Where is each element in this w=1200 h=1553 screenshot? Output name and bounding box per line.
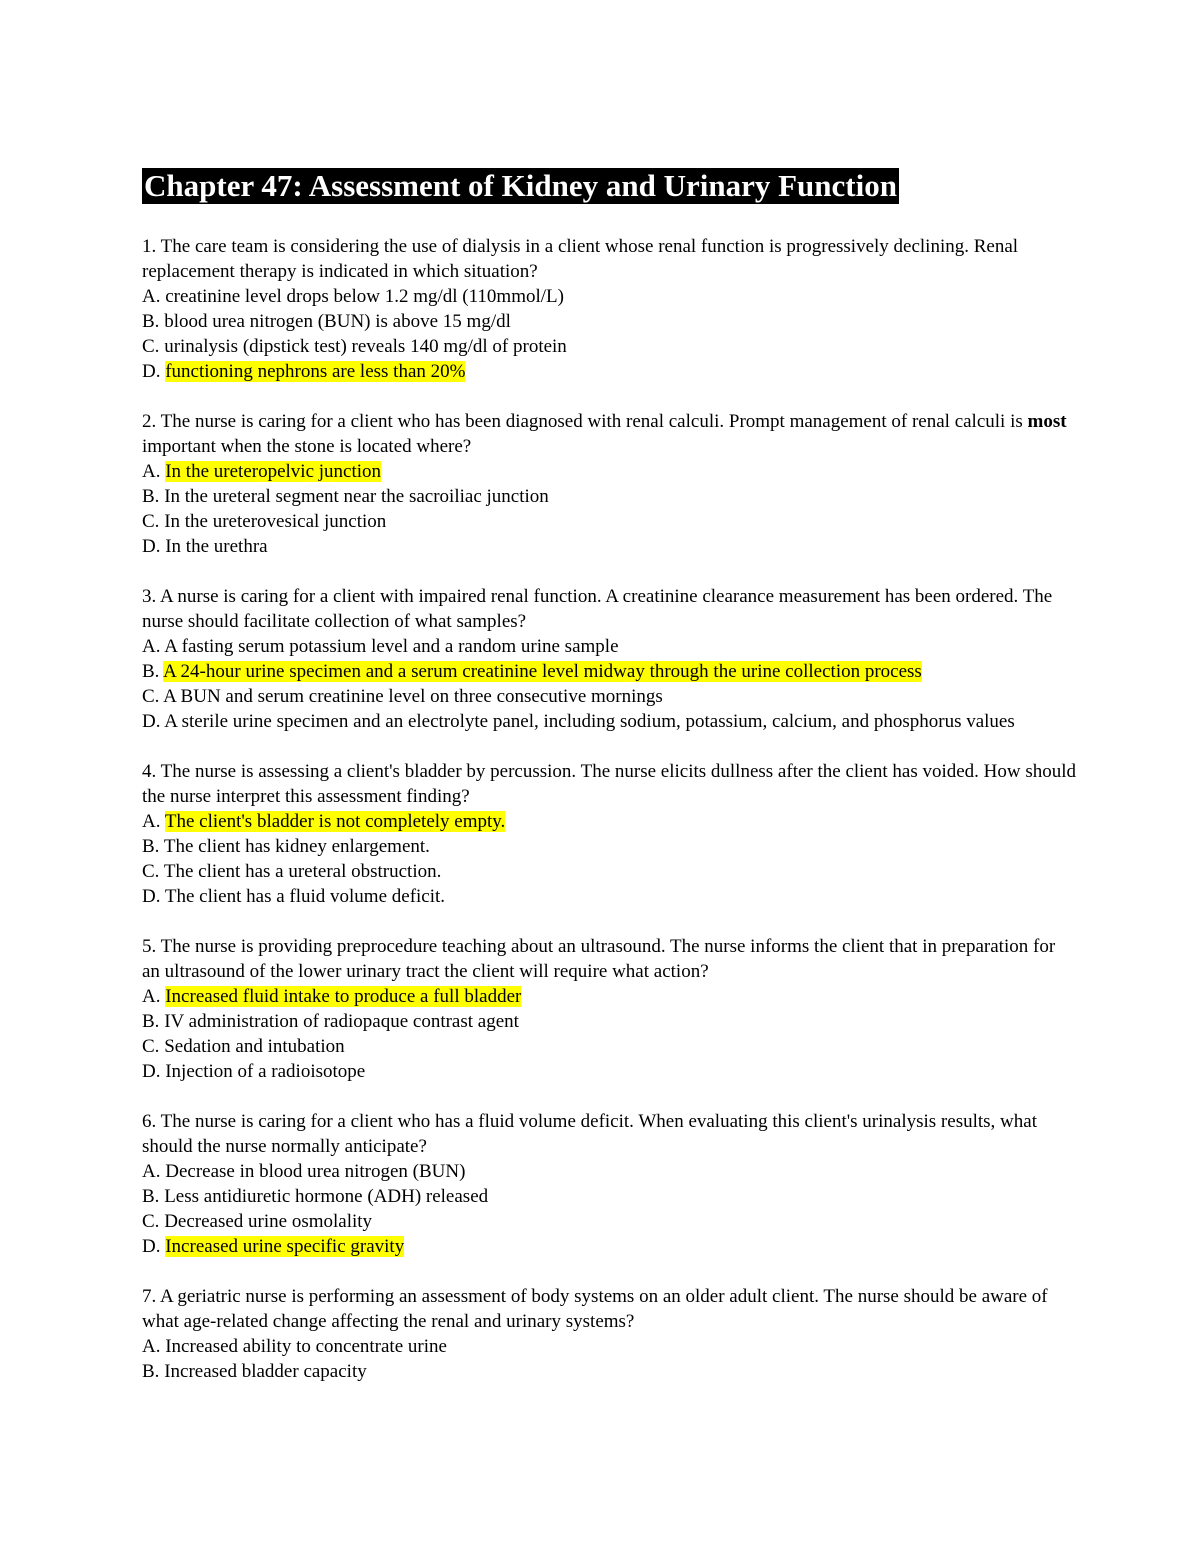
option-c (142, 509, 1077, 534)
question-stem (142, 409, 1077, 459)
option-b (142, 309, 1077, 334)
option-d (142, 359, 1077, 384)
option-d (142, 534, 1077, 559)
option-text: In the urethra (165, 536, 268, 557)
option-letter: B. (142, 1361, 165, 1382)
option-text-highlighted: Increased fluid intake to produce a full bladder (165, 986, 522, 1007)
option-a (142, 1334, 1077, 1359)
question-stem: 1. The care team is considering the use of dialysis in a client whose renal function is progressively declining. Renal replacement therapy is indicated in which situation? (142, 236, 1019, 282)
option-a (142, 1159, 1077, 1184)
option-text: The client has a fluid volume deficit. (164, 886, 446, 907)
option-text: Sedation and intubation (164, 1036, 345, 1057)
option-letter: D. (142, 1236, 166, 1257)
option-c (142, 684, 1077, 709)
option-b (142, 1009, 1077, 1034)
question-list (142, 234, 1077, 1384)
question-stem: 5. The nurse is providing preprocedure teaching about an ultrasound. The nurse informs the client that in preparation for an ultrasound of the lower urinary tract the client will require what action? (142, 936, 1056, 982)
option-letter: B. (142, 1186, 165, 1207)
option-letter: B. (142, 661, 164, 682)
option-text: A fasting serum potassium level and a random urine sample (164, 636, 619, 657)
option-b (142, 1359, 1077, 1384)
question-7 (142, 1284, 1077, 1384)
option-text: In the ureteral segment near the sacroiliac junction (164, 486, 549, 507)
question-stem: 3. A nurse is caring for a client with impaired renal function. A creatinine clearance measurement has been ordered. The nurse should facilitate collection of what samples? (142, 586, 1053, 632)
option-text: Decrease in blood urea nitrogen (BUN) (165, 1161, 466, 1182)
option-letter: C. (142, 861, 164, 882)
option-text: A sterile urine specimen and an electrolyte panel, including sodium, potassium, calcium, and phosphorus values (164, 711, 1015, 732)
option-a (142, 284, 1077, 309)
question-stem: 7. A geriatric nurse is performing an assessment of body systems on an older adult client. The nurse should be aware of what age-related change affecting the renal and urinary systems? (142, 1286, 1048, 1332)
option-letter: C. (142, 336, 165, 357)
option-letter: B. (142, 836, 164, 857)
option-text-highlighted: Increased urine specific gravity (165, 1236, 405, 1257)
option-text-highlighted: The client's bladder is not completely empty. (164, 811, 506, 832)
option-b (142, 659, 1077, 684)
option-letter: C. (142, 1036, 165, 1057)
option-d (142, 1234, 1077, 1259)
option-text: creatinine level drops below 1.2 mg/dl (110mmol/L) (165, 286, 564, 307)
option-text-highlighted: functioning nephrons are less than 20% (165, 361, 466, 382)
option-d (142, 884, 1077, 909)
option-letter: A. (142, 461, 166, 482)
option-letter: D. (142, 1061, 166, 1082)
question-2 (142, 409, 1077, 559)
stem-emphasis: most (1027, 411, 1067, 432)
option-d (142, 709, 1077, 734)
option-text: Decreased urine osmolality (164, 1211, 373, 1232)
option-text: urinalysis (dipstick test) reveals 140 mg/dl of protein (164, 336, 567, 357)
option-text: Less antidiuretic hormone (ADH) released (164, 1186, 489, 1207)
option-text: In the ureterovesical junction (164, 511, 387, 532)
option-d (142, 1059, 1077, 1084)
option-letter: B. (142, 486, 165, 507)
option-text: The client has kidney enlargement. (163, 836, 430, 857)
question-4 (142, 759, 1077, 909)
option-c (142, 1209, 1077, 1234)
option-text: Injection of a radioisotope (165, 1061, 366, 1082)
page-title: Chapter 47: Assessment of Kidney and Urinary Function (144, 168, 897, 203)
option-c (142, 859, 1077, 884)
option-text: blood urea nitrogen (BUN) is above 15 mg/dl (164, 311, 511, 332)
question-3 (142, 584, 1077, 734)
option-letter: A. (142, 286, 166, 307)
stem-text: 2. The nurse is caring for a client who has been diagnosed with renal calculi. Prompt management of renal calculi is (142, 411, 1028, 432)
option-b (142, 1184, 1077, 1209)
document-page (142, 168, 1077, 1409)
stem-text: important when the stone is located where? (142, 436, 472, 457)
option-text-highlighted: A 24-hour urine specimen and a serum creatinine level midway through the urine collection process (163, 661, 922, 682)
option-a (142, 634, 1077, 659)
option-text: Increased bladder capacity (164, 1361, 367, 1382)
option-text: A BUN and serum creatinine level on three consecutive mornings (163, 686, 663, 707)
option-letter: B. (142, 311, 165, 332)
question-5 (142, 934, 1077, 1084)
question-stem: 6. The nurse is caring for a client who has a fluid volume deficit. When evaluating this client's urinalysis results, what should the nurse normally anticipate? (142, 1111, 1037, 1157)
option-b (142, 484, 1077, 509)
option-letter: D. (142, 361, 166, 382)
option-a (142, 984, 1077, 1009)
option-text-highlighted: In the ureteropelvic junction (165, 461, 382, 482)
option-a (142, 809, 1077, 834)
option-b (142, 834, 1077, 859)
option-text: The client has a ureteral obstruction. (163, 861, 442, 882)
option-letter: A. (142, 1336, 166, 1357)
option-letter: D. (142, 536, 166, 557)
question-1 (142, 234, 1077, 384)
option-letter: A. (142, 636, 165, 657)
option-letter: D. (142, 711, 165, 732)
option-letter: B. (142, 1011, 165, 1032)
option-letter: A. (142, 811, 165, 832)
option-letter: D. (142, 886, 165, 907)
option-letter: C. (142, 511, 165, 532)
option-letter: A. (142, 1161, 166, 1182)
option-c (142, 334, 1077, 359)
option-letter: C. (142, 686, 164, 707)
option-text: Increased ability to concentrate urine (165, 1336, 447, 1357)
option-letter: C. (142, 1211, 165, 1232)
question-stem: 4. The nurse is assessing a client's bladder by percussion. The nurse elicits dullness after the client has voided. How should the nurse interpret this assessment finding? (142, 761, 1077, 807)
option-a (142, 459, 1077, 484)
option-letter: A. (142, 986, 166, 1007)
option-text: IV administration of radiopaque contrast agent (164, 1011, 519, 1032)
option-c (142, 1034, 1077, 1059)
question-6 (142, 1109, 1077, 1259)
